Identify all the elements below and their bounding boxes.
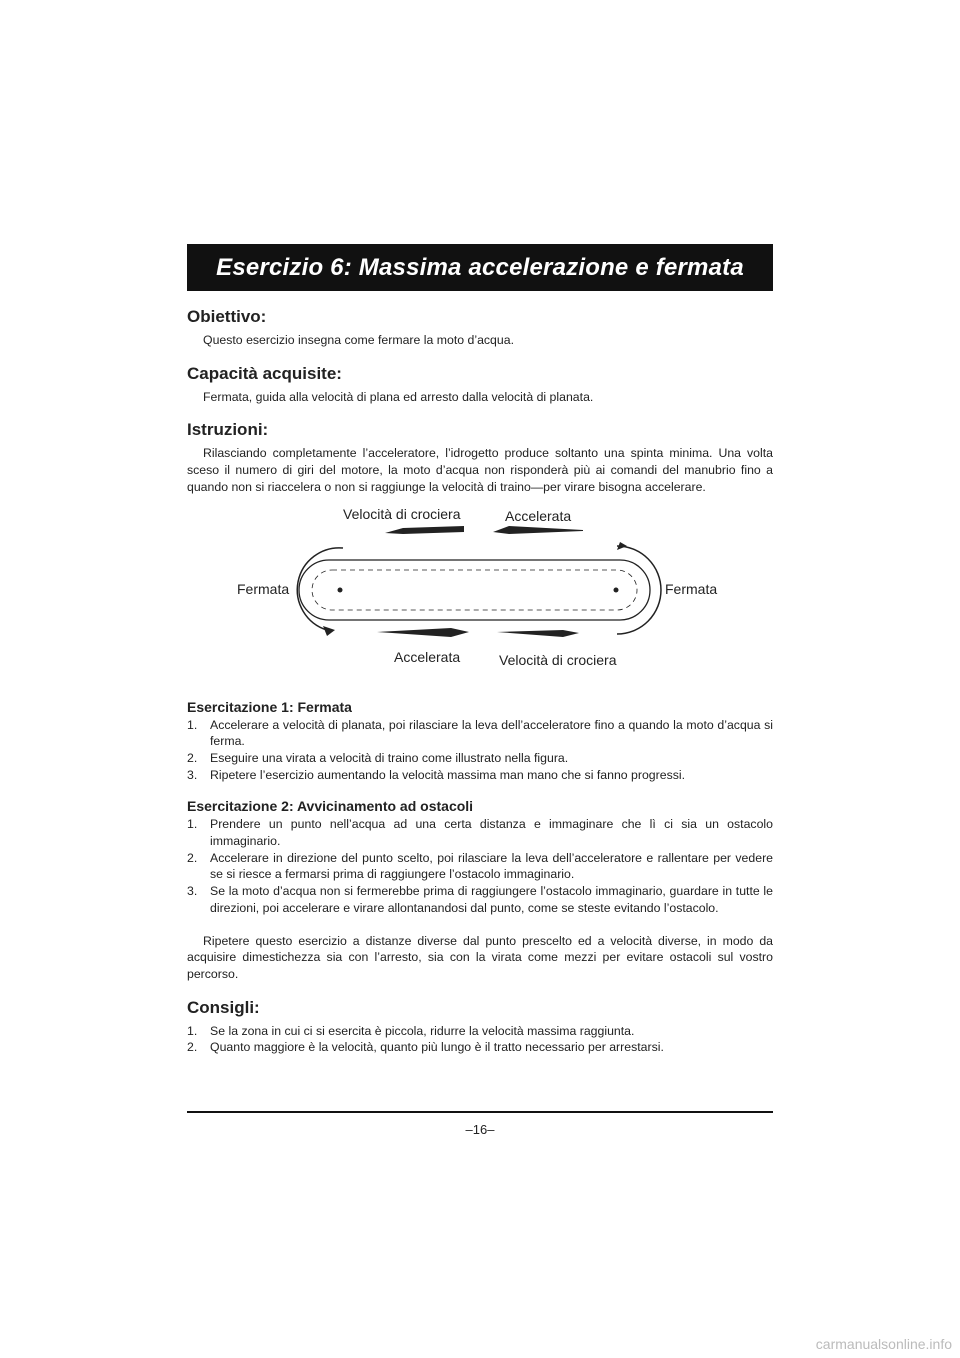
esercitazione-1-heading: Esercitazione 1: Fermata (187, 698, 352, 715)
esercitazione-1-list (187, 717, 773, 784)
right-turn-arc (617, 546, 661, 634)
list-item: 1. Accelerare a velocità di planata, poi rilasciare la leva dell’acceleratore fino a quando la moto d’acqua si ferma. (187, 717, 773, 749)
stopping-diagram (187, 506, 773, 686)
top-right-arrow (493, 526, 583, 534)
section-esercitazione-2 (187, 797, 773, 982)
right-dot (614, 587, 619, 592)
footer-rule (187, 1111, 773, 1113)
bottom-left-arrow (377, 628, 469, 637)
consigli-heading: Consigli: (187, 997, 260, 1017)
label-top-right: Accelerata (505, 507, 572, 524)
section-istruzioni (187, 419, 773, 495)
esercitazione-2-heading: Esercitazione 2: Avvicinamento ad ostacoli (187, 798, 474, 815)
bottom-right-arrow (497, 630, 579, 637)
obiettivo-heading: Obiettivo: (187, 307, 267, 326)
label-top-left: Velocità di crociera (343, 505, 461, 522)
page-title-bar (187, 244, 773, 291)
list-item: 2. Quanto maggiore è la velocità, quanto più lungo è il tratto necessario per arrestarsi. (187, 1040, 664, 1055)
track-solid (299, 560, 650, 620)
label-right: Fermata (665, 580, 718, 597)
istruzioni-text: Rilasciando completamente l’acceleratore, l’idrogetto produce soltanto una spinta minima. Una volta sceso il numero di giri del motore, la moto d’acqua non risponderà più ai comandi del manubrio fino a quando non si riaccelera o non si raggiunge la velocità di traino—per virare bisogna accelerare. (187, 446, 773, 494)
consigli-list (187, 1023, 773, 1056)
esercitazione-2-list (187, 816, 773, 916)
list-item: 3. Ripetere l’esercizio aumentando la velocità massima man mano che si fanno progressi. (187, 767, 686, 782)
left-turn-arrowhead (323, 626, 335, 636)
capacita-heading: Capacità acquisite: (187, 363, 342, 383)
top-left-arrow (385, 526, 464, 534)
track-dashed (312, 570, 637, 610)
section-obiettivo (187, 306, 773, 349)
section-capacita (187, 363, 773, 406)
label-bottom-right: Velocità di crociera (499, 651, 617, 668)
label-bottom-left: Accelerata (394, 648, 461, 665)
left-dot (338, 587, 343, 592)
page-content (187, 306, 773, 1056)
istruzioni-heading: Istruzioni: (187, 420, 269, 440)
obiettivo-text: Questo esercizio insegna come fermare la moto d’acqua. (203, 333, 514, 347)
right-turn-arrowhead (617, 542, 627, 550)
list-item: 3. Se la moto d’acqua non si fermerebbe prima di raggiungere l’ostacolo immaginario, guardare in tutte le direzioni, poi accelerare e virare allontanandosi dal punto, come se steste evitando l’ostacolo. (187, 884, 773, 915)
list-item: 1. Prendere un punto nell’acqua ad una certa distanza e immaginare che lì ci sia un ostacolo immaginario. (187, 817, 773, 849)
capacita-text: Fermata, guida alla velocità di plana ed arresto dalla velocità di planata. (203, 389, 594, 404)
list-item: 2. Accelerare in direzione del punto scelto, poi rilasciare la leva dell’acceleratore e rallentare per vedere se si riesce a fermarsi prima di raggiungere l’ostacolo immaginario. (187, 850, 773, 882)
section-esercitazione-1 (187, 698, 773, 784)
page-title: Esercizio 6: Massima accelerazione e fermata (216, 253, 744, 281)
page-number: –16– (465, 1122, 495, 1137)
list-item: 1. Se la zona in cui ci si esercita è piccola, ridurre la velocità massima raggiunta. (187, 1023, 635, 1038)
label-left: Fermata (237, 580, 290, 597)
watermark: carmanualsonline.info (815, 1336, 952, 1352)
esercitazione-2-note: Ripetere questo esercizio a distanze diverse dal punto prescelto ed a velocità diverse, in modo da acquisire dimestichezza sia con l’arresto, sia con la virata come mezzi per evitare ostacoli sul vostro percorso. (187, 933, 773, 981)
list-item: 2. Eseguire una virata a velocità di traino come illustrato nella figura. (187, 750, 569, 765)
section-consigli (187, 997, 773, 1056)
